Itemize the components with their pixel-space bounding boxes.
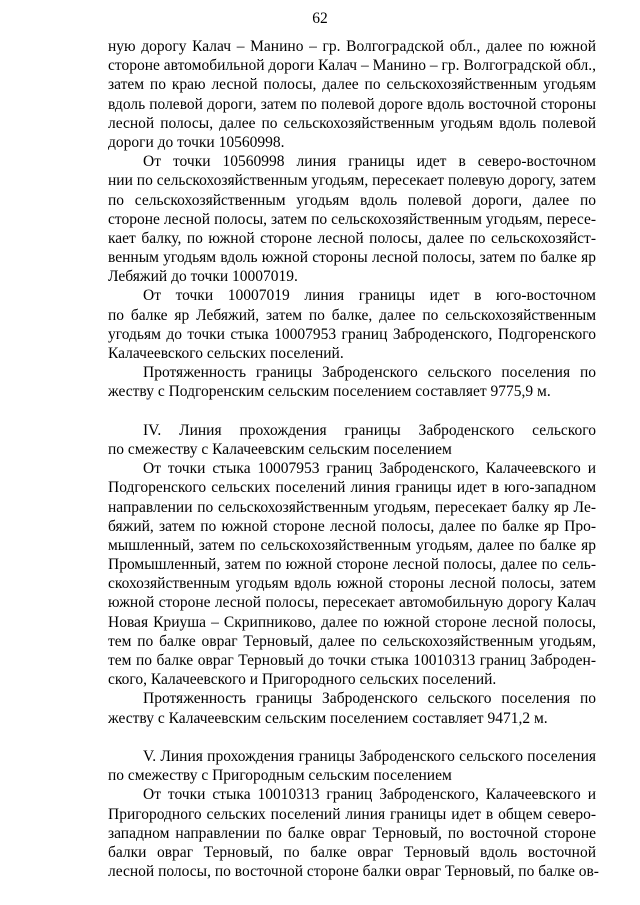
text-line: лесной полосы, по восточной стороне балки овраг Терновый, по балке ов- bbox=[108, 863, 599, 881]
text-line: вдоль полевой дороги, затем по полевой дороге вдоль восточной стороны bbox=[108, 95, 596, 113]
text-line: по сельскохозяйственным угодьям вдоль полевой дороги, далее по bbox=[108, 191, 596, 209]
text-line: южной стороне лесной полосы, пересекает автомобильную дорогу Калач bbox=[108, 594, 596, 612]
text-line: От точки стыка 10007953 границ Заброденского, Калачеевского и bbox=[143, 460, 596, 478]
text-line: угодьям до точки стыка 10007953 границ Заброденского, Подгоренского bbox=[108, 325, 596, 343]
text-line: V. Линия прохождения границы Заброденского сельского поселения bbox=[143, 747, 596, 765]
paragraph bbox=[108, 747, 596, 785]
text-line: тем по балке овраг Терновый, далее по сельскохозяйственным угодьям, bbox=[108, 632, 596, 650]
text-line: Протяженность границы Заброденского сельского поселения по bbox=[143, 690, 596, 708]
text-line: скохозяйственным угодьям вдоль южной стороны лесной полосы, затем bbox=[108, 575, 596, 593]
text-line: по смежеству с Калачеевским сельским поселением bbox=[108, 440, 452, 458]
text-line: ского, Калачеевского и Пригородного сельских поселений. bbox=[108, 671, 497, 689]
section-spacer bbox=[108, 402, 596, 421]
text-line: по балке яр Лебяжий, затем по балке, далее по сельскохозяйственным bbox=[108, 306, 596, 324]
section-spacer bbox=[108, 728, 596, 747]
document-body bbox=[108, 37, 599, 881]
text-line: направлении по сельскохозяйственным угодьям, пересекает балку яр Ле- bbox=[108, 498, 596, 516]
text-line: стороне лесной полосы, затем по сельскохозяйственным угодьям, пересе- bbox=[108, 210, 596, 228]
paragraph bbox=[108, 286, 596, 363]
text-line: мышленный, затем по сельскохозяйственным угодьям, далее по балке яр bbox=[108, 536, 596, 554]
paragraph bbox=[108, 785, 599, 881]
text-line: Протяженность границы Заброденского сельского поселения по bbox=[143, 364, 596, 382]
text-line: Пригородного сельских поселений линия границы идет в общем северо- bbox=[108, 805, 596, 823]
text-line: западном направлении по балке овраг Терновый, по восточной стороне bbox=[108, 824, 596, 842]
paragraph bbox=[108, 37, 596, 152]
paragraph bbox=[108, 421, 596, 459]
text-line: Лебяжий до точки 10007019. bbox=[108, 268, 298, 286]
text-line: Новая Криуша – Скрипниково, далее по южной стороне лесной полосы, bbox=[108, 613, 596, 631]
text-line: по смежеству с Пригородным сельским поселением bbox=[108, 767, 452, 785]
text-line: От точки стыка 10010313 границ Заброденского, Калачеевского и bbox=[143, 786, 596, 804]
text-line: Калачеевского сельских поселений. bbox=[108, 345, 344, 362]
page-number: 62 bbox=[312, 10, 328, 27]
text-line: тем по балке овраг Терновый до точки стыка 10010313 границ Заброден- bbox=[108, 652, 596, 669]
paragraph bbox=[108, 689, 596, 727]
paragraph bbox=[108, 363, 596, 401]
paragraph bbox=[108, 152, 596, 286]
text-line: IV. Линия прохождения границы Заброденского сельского bbox=[143, 421, 596, 439]
text-line: стороне автомобильной дороги Калач – Манино – гр. Волгоградской обл., bbox=[108, 57, 596, 75]
text-line: От точки 10007019 линия границы идет в юго-восточном bbox=[143, 287, 596, 305]
text-line: кает балку, по южной стороне лесной полосы, далее по сельскохозяйст- bbox=[108, 229, 596, 247]
text-line: нии по сельскохозяйственным угодьям, пересекает полевую дорогу, затем bbox=[108, 172, 596, 190]
text-line: венным угодьям вдоль южной стороны лесной полосы, затем по балке яр bbox=[108, 249, 596, 267]
text-line: затем по краю лесной полосы, далее по сельскохозяйственным угодьям bbox=[108, 76, 596, 94]
text-line: лесной полосы, далее по сельскохозяйственным угодьям вдоль полевой bbox=[108, 114, 596, 132]
text-line: жеству с Подгоренским сельским поселением составляет 9775,9 м. bbox=[108, 383, 551, 401]
text-line: ную дорогу Калач – Манино – гр. Волгоградской обл., далее по южной bbox=[108, 38, 596, 55]
text-line: дороги до точки 10560998. bbox=[108, 133, 285, 151]
text-line: бяжий, затем по южной стороне лесной полосы, далее по балке яр Про- bbox=[108, 517, 596, 535]
paragraph bbox=[108, 459, 596, 689]
text-line: балки овраг Терновый, по балке овраг Терновый вдоль восточной bbox=[108, 843, 596, 861]
text-line: Подгоренского сельских поселений линия границы идет в юго-западном bbox=[108, 479, 596, 497]
text-line: Промышленный, затем по южной стороне лесной полосы, далее по сель- bbox=[108, 556, 596, 574]
text-line: От точки 10560998 линия границы идет в северо-восточном bbox=[143, 153, 596, 171]
text-line: жеству с Калачеевским сельским поселением составляет 9471,2 м. bbox=[108, 709, 548, 727]
